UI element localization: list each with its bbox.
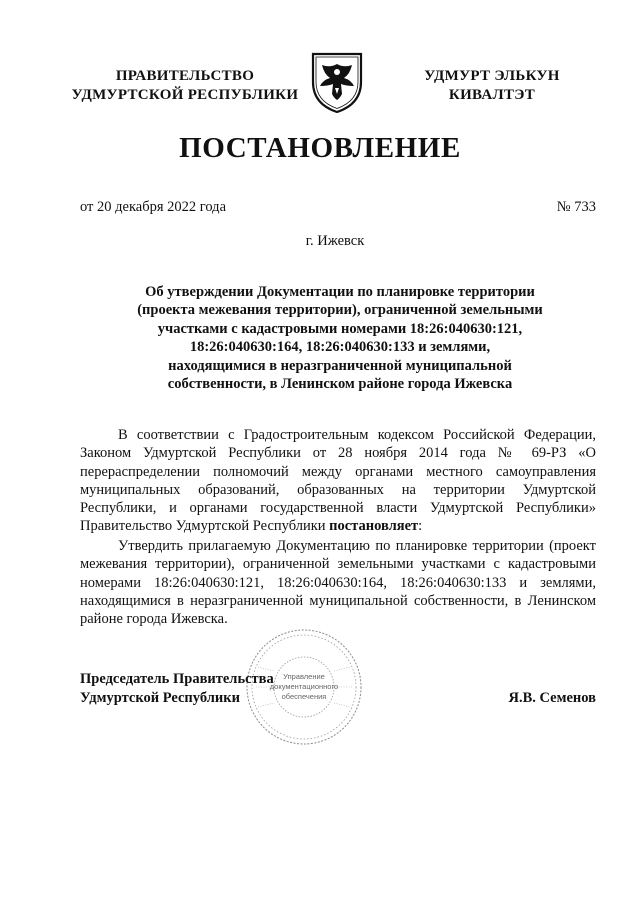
stamp-line-2: документационного	[269, 682, 339, 691]
signatory-position-line-2: Удмуртской Республики	[80, 690, 240, 706]
signatory-position-line-1: Председатель Правительства	[80, 671, 274, 687]
document-city: г. Ижевск	[305, 233, 365, 249]
decree-keyword: постановляет	[329, 518, 419, 535]
stamp-line-3: обеспечения	[281, 692, 327, 701]
issuer-udmurt-line-1: УДМУРТ ЭЛЬКУН	[424, 68, 560, 84]
issuer-udmurt-line-2: КИВАЛТЭТ	[448, 87, 536, 103]
document-date: от 20 декабря 2022 года	[80, 199, 226, 215]
subject-line: (проекта межевания территории), ограниченной земельными	[137, 302, 543, 319]
preamble-text: В соответствии с Градостроительным кодексом Российской Федерации, Законом Удмуртской Республики от 28 ноября 2014 года № 69-РЗ «О перераспределении полномочий между органами местного самоуправления муниципальных образований, образованных на территории Удмуртской Республики, и органами государственной власти Удмуртской Республики» Правительство Удмуртской Республики	[80, 427, 596, 535]
preamble-paragraph	[80, 426, 596, 536]
document-number: № 733	[556, 199, 596, 215]
issuer-name-russian	[60, 67, 310, 105]
resolution-paragraph: Утвердить прилагаемую Документацию по планировке территории (проект межевания территории), ограниченной земельными участками с кадастровыми номерами 18:26:040630:121, 18:26:040630:164, 18:26:040630:133 и землями, находящимися в неразграниченной муниципальной собственности, в Ленинском районе города Ижевска.	[80, 538, 596, 628]
preamble-end: :	[418, 518, 423, 535]
subject-line: Об утверждении Документации по планировке территории	[145, 284, 535, 300]
udmurt-coat-of-arms-icon	[308, 50, 366, 114]
document-title: ПОСТАНОВЛЕНИЕ	[179, 132, 461, 164]
subject-line: 18:26:040630:164, 18:26:040630:133 и землями,	[189, 339, 491, 356]
stamp-line-1: Управление	[283, 672, 325, 681]
issuer-line-2: УДМУРТСКОЙ РЕСПУБЛИКИ	[71, 87, 299, 103]
issuer-line-1: ПРАВИТЕЛЬСТВО	[115, 68, 255, 84]
subject-line: участками с кадастровыми номерами 18:26:040630:121,	[157, 320, 523, 337]
subject-line: находящимися в неразграниченной муниципальной	[168, 357, 512, 374]
signatory-name: Я.В. Семенов	[508, 690, 596, 706]
issuer-name-udmurt	[392, 67, 592, 105]
document-subject	[110, 283, 570, 393]
subject-line: собственности, в Ленинском районе города Ижевска	[167, 376, 513, 393]
signatory-position	[80, 670, 274, 708]
